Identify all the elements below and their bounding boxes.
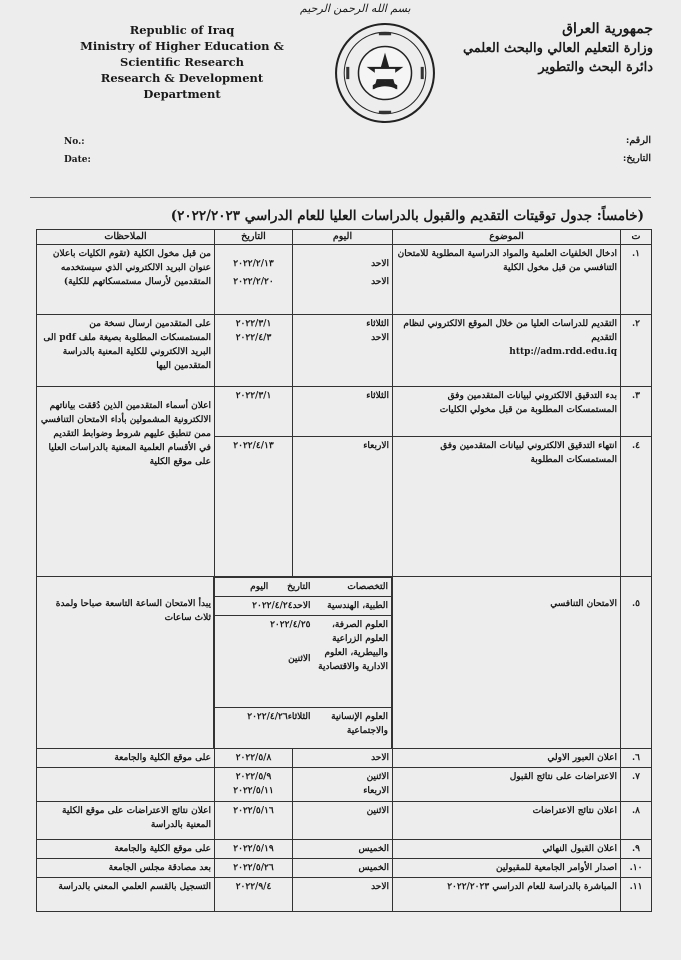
row-days: الاثنين: [293, 801, 393, 839]
row-topic: المباشرة بالدراسة للعام الدراسي ٢٠٢٢/٢٠٢٣: [393, 877, 621, 911]
row-number: ٥.: [621, 577, 652, 749]
col-date: التاريخ: [215, 230, 293, 245]
day-value: الثلاثاء: [366, 319, 389, 329]
row-topic: انتهاء التدقيق الالكتروني لبيانات المتقدمين وفق المستمسكات المطلوبة: [393, 437, 621, 577]
row-topic: اعلان القبول النهائي: [393, 839, 621, 858]
row-topic: ادخال الخلفيات العلمية والمواد الدراسية المطلوبة للامتحان التنافسي من قبل مخول الكلية: [393, 245, 621, 315]
day-value: الاحد: [371, 277, 389, 287]
row-dates: ٢٠٢٢/٥/١٦: [215, 801, 293, 839]
exam-notes-text: يبدأ الامتحان الساعة التاسعة صباحا ولمدة ثلاث ساعات: [55, 599, 211, 623]
row-number: ٧.: [621, 767, 652, 801]
exam-spec: العلوم الصرفة، العلوم الزراعية والبيطرية، العلوم الادارية والاقتصادية: [314, 616, 392, 708]
table-row: [37, 245, 652, 315]
table-row: [37, 767, 652, 801]
exam-spec: الطبية، الهندسية: [314, 597, 392, 616]
row-topic: اصدار الأوامر الجامعية للمقبولين: [393, 858, 621, 877]
exam-date: ٢٠٢٢/٤/٢٦: [247, 712, 288, 722]
row-number: ١.: [621, 245, 652, 315]
row-notes: بعد مصادقة مجلس الجامعة: [37, 858, 215, 877]
en-line-2: Ministry of Higher Education &: [80, 39, 284, 53]
day-value: الاربعاء: [363, 785, 389, 796]
row-days: الاحد: [293, 748, 393, 767]
row-number: ٦.: [621, 748, 652, 767]
table-row: [37, 839, 652, 858]
row-days: [293, 245, 393, 315]
ar-line-1: جمهورية العراق: [562, 21, 653, 37]
application-url-link[interactable]: http://adm.rdd.edu.iq: [509, 347, 617, 357]
exam-subrow: [214, 616, 392, 708]
exam-day: الثلاثاء: [287, 712, 311, 722]
table-row: [37, 387, 652, 437]
row-dates: [215, 437, 293, 577]
exam-day-date: [214, 616, 314, 708]
table-header-row: [37, 230, 652, 245]
sub-col-day: اليوم: [250, 582, 269, 592]
ar-date-label: التاريخ:: [622, 153, 651, 164]
row-notes: على المتقدمين ارسال نسخة من المستمسكات المطلوبة بصيغة ملف pdf الى البريد الالكتروني للكلية المعنية بالدراسة المتقدمين اليها: [37, 315, 215, 387]
exam-subtable-cell: [215, 577, 393, 749]
header-divider: [30, 197, 651, 198]
row-dates: ٢٠٢٢/٥/٨: [215, 748, 293, 767]
table-row: [37, 877, 652, 911]
row-topic: اعلان العبور الاولي: [393, 748, 621, 767]
date-value: ٢٠٢٢/٤/١٣: [233, 441, 274, 451]
exam-subrow: [214, 597, 392, 616]
en-line-1: Republic of Iraq: [129, 23, 235, 37]
day-value: الثلاثاء: [366, 391, 389, 401]
date-value: ٢٠٢٢/٣/١: [235, 319, 272, 329]
row-topic: اعلان نتائج الاعتراضات: [393, 801, 621, 839]
row-notes: على موقع الكلية والجامعة: [37, 839, 215, 858]
exam-day: الاثنين: [288, 654, 311, 664]
col-num: ت: [621, 230, 652, 245]
ar-line-3: دائرة البحث والتطوير: [538, 60, 653, 75]
schedule-table: [36, 229, 652, 912]
day-value: الاربعاء: [363, 441, 389, 451]
row-number: ٨.: [621, 801, 652, 839]
en-line-5: Department: [143, 87, 221, 101]
ministry-seal-logo: [334, 22, 436, 124]
row-days: الاحد: [293, 877, 393, 911]
exam-subrow: [214, 708, 392, 748]
row-days: [293, 767, 393, 801]
row-dates: [215, 767, 293, 801]
table-row: [37, 748, 652, 767]
date-label: Date:: [64, 155, 91, 165]
table-row: [37, 315, 652, 387]
row-topic: [393, 315, 621, 387]
row-notes: اعلان نتائج الاعتراضات على موقع الكلية المعنية بالدراسة: [37, 801, 215, 839]
sub-col-day-date: [214, 578, 314, 597]
row-dates: ٢٠٢٢/٩/٤: [215, 877, 293, 911]
en-line-4: Research & Development: [100, 71, 264, 85]
day-value: الاحد: [371, 333, 389, 343]
exam-date: ٢٠٢٢/٤/٢٥: [270, 620, 311, 630]
table-row: [37, 801, 652, 839]
row-number: ١١.: [621, 877, 652, 911]
day-value: الاثنين: [366, 771, 389, 782]
col-notes: الملاحظات: [37, 230, 215, 245]
exam-topic: الامتحان التنافسي: [393, 577, 621, 749]
row-notes: [37, 767, 215, 801]
exam-date: ٢٠٢٢/٤/٢٤: [252, 601, 293, 611]
date-value: ٢٠٢٢/٥/٩: [235, 771, 272, 782]
number-label: No.:: [64, 137, 85, 147]
row-dates: ٢٠٢٢/٥/٢٦: [215, 858, 293, 877]
row-days: الخميس: [293, 839, 393, 858]
exam-day-date: [214, 597, 314, 616]
row-number: ٢.: [621, 315, 652, 387]
row-number: ٩.: [621, 839, 652, 858]
row-dates: ٢٠٢٢/٥/١٩: [215, 839, 293, 858]
exam-spec: العلوم الإنسانية والاجتماعية: [314, 708, 392, 748]
date-value: ٢٠٢٢/٥/١١: [233, 785, 274, 796]
sub-col-spec: التخصصات: [314, 578, 392, 597]
row-notes: من قبل مخول الكلية (تقوم الكليات باعلان عنوان البريد الالكتروني الذي سيستخدمه المتقدمين لأرسال مستمسكاتهم للكلية): [37, 245, 215, 315]
row-notes: على موقع الكلية والجامعة: [37, 748, 215, 767]
ar-number-label: الرقم:: [625, 135, 651, 146]
row-dates: [215, 387, 293, 437]
row-days: [293, 315, 393, 387]
exam-day-date: [214, 708, 314, 748]
table-row-exam: [37, 577, 652, 749]
row-number: ٤.: [621, 437, 652, 577]
sub-col-date: التاريخ: [287, 582, 311, 592]
topic-text: التقديم للدراسات العليا من خلال الموقع الالكتروني لنظام التقديم: [403, 319, 617, 343]
exam-notes: [37, 577, 215, 749]
exam-subheader-row: [214, 578, 392, 597]
ar-line-2: وزارة التعليم العالي والبحث العلمي: [462, 41, 653, 56]
row-number: ٣.: [621, 387, 652, 437]
row-dates: [215, 245, 293, 315]
col-topic: الموضوع: [393, 230, 621, 245]
row-notes: اعلان أسماء المتقدمين الذين دُققت بياناتهم الالكترونية المشمولين بأداء الامتحان التنافسي ممن تنطبق عليهم شروط وضوابط التقديم في الأقسام العلمية المعنية بالدراسات العليا على موقع الكلية: [37, 387, 215, 577]
date-value: ٢٠٢٢/٢/١٣: [233, 259, 274, 269]
row-dates: [215, 315, 293, 387]
english-letterhead: [62, 22, 302, 102]
row-days: الخميس: [293, 858, 393, 877]
bismillah: بسم الله الرحمن الرحيم: [300, 2, 411, 15]
col-day: اليوم: [293, 230, 393, 245]
schedule-title: (خامساً: جدول توقيتات التقديم والقبول بالدراسات العليا للعام الدراسي ٢٠٢٢/٢٠٢٣): [170, 208, 644, 224]
row-days: [293, 437, 393, 577]
exam-day: الاحد: [292, 601, 311, 611]
arabic-letterhead: [423, 20, 653, 77]
row-topic: الاعتراضات على نتائج القبول: [393, 767, 621, 801]
row-notes: التسجيل بالقسم العلمي المعني بالدراسة: [37, 877, 215, 911]
row-topic: بدء التدقيق الالكتروني لبيانات المتقدمين وفق المستمسكات المطلوبة من قبل مخولي الكليات: [393, 387, 621, 437]
en-line-3: Scientific Research: [120, 55, 244, 69]
date-value: ٢٠٢٢/٣/١: [235, 391, 272, 401]
exam-subtable: [213, 577, 392, 748]
row-days: [293, 387, 393, 437]
table-row: [37, 858, 652, 877]
date-value: ٢٠٢٢/٤/٣: [235, 333, 272, 343]
date-value: ٢٠٢٢/٢/٢٠: [233, 277, 274, 287]
row-number: ١٠.: [621, 858, 652, 877]
day-value: الاحد: [371, 259, 389, 269]
